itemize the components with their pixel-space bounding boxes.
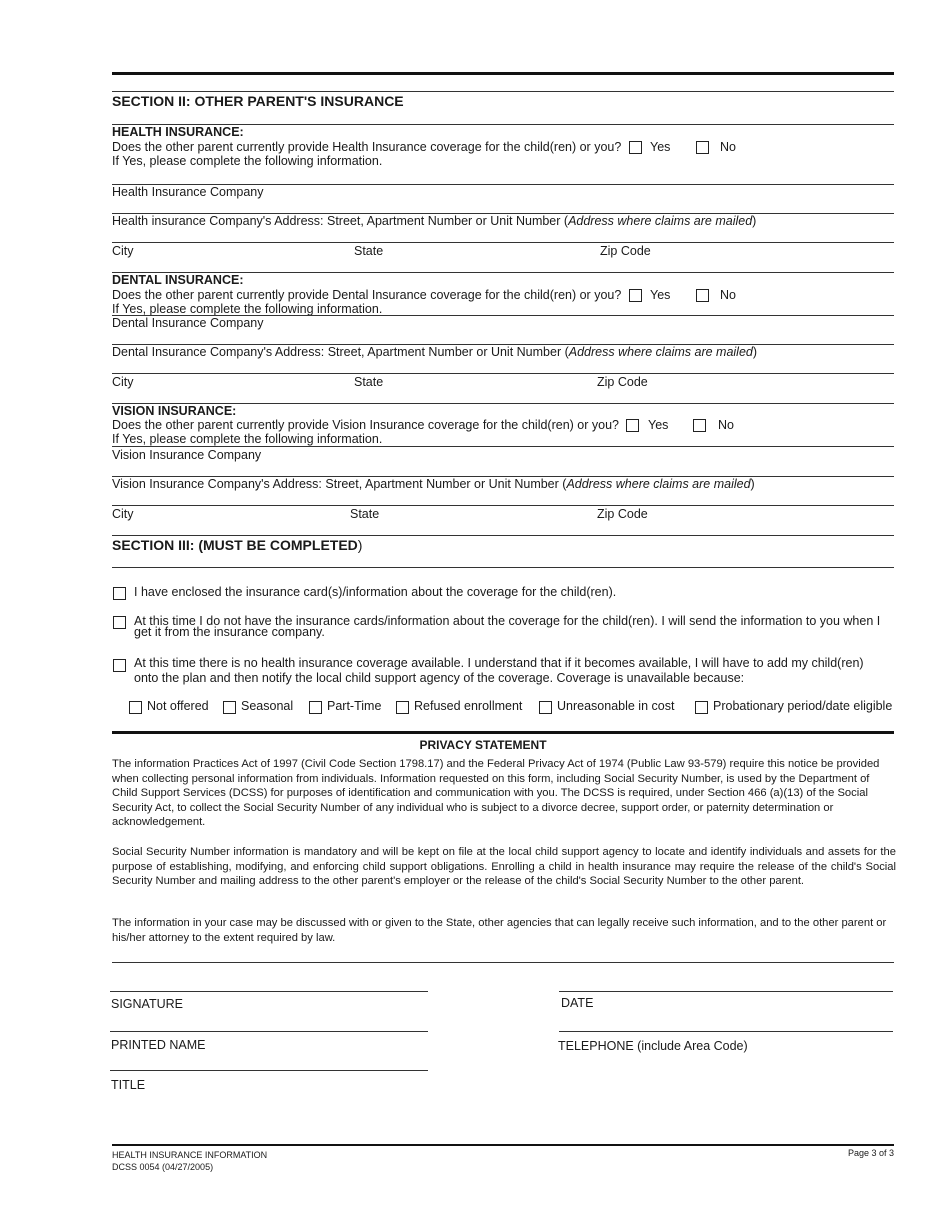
not-offered-checkbox[interactable] [129, 701, 142, 714]
probationary-label: Probationary period/date eligible [713, 699, 893, 713]
signature-field[interactable]: SIGNATURE [111, 997, 183, 1011]
no-coverage-line2: onto the plan and then notify the local child support agency of the coverage. Coverage is unavailable because: [134, 671, 745, 685]
vision-address-field[interactable]: Vision Insurance Company's Address: Street, Apartment Number or Unit Number (Address where claims are mailed) [112, 477, 755, 491]
title-line [110, 1070, 428, 1071]
section2-title: SECTION II: OTHER PARENT'S INSURANCE [112, 93, 404, 109]
health-no-checkbox[interactable] [696, 141, 709, 154]
enclosed-cards-label: I have enclosed the insurance card(s)/information about the coverage for the child(ren). [134, 585, 617, 599]
health-company-field[interactable]: Health Insurance Company [112, 185, 264, 199]
health-question: Does the other parent currently provide Health Insurance coverage for the child(ren) or you? [112, 140, 622, 154]
top-rule [112, 72, 894, 75]
vision-heading: VISION INSURANCE: [112, 404, 237, 418]
health-state-field[interactable]: State [354, 244, 384, 258]
vision-company-field[interactable]: Vision Insurance Company [112, 448, 262, 462]
title-field[interactable]: TITLE [111, 1078, 146, 1092]
vision-city-field[interactable]: City [112, 507, 134, 521]
dental-if-yes: If Yes, please complete the following information. [112, 302, 383, 316]
divider [112, 373, 894, 374]
divider [112, 91, 894, 92]
date-field[interactable]: DATE [561, 996, 594, 1010]
footer-form-name: HEALTH INSURANCE INFORMATION [112, 1150, 268, 1160]
privacy-paragraph-3: The information in your case may be discussed with or given to the State, other agencies that can legally receive such information, and to the other parent or his/her attorney to the extent required by law. [112, 917, 887, 944]
health-if-yes: If Yes, please complete the following information. [112, 154, 383, 168]
health-yes-checkbox[interactable] [629, 141, 642, 154]
health-city-field[interactable]: City [112, 244, 134, 258]
divider [112, 446, 894, 447]
privacy-paragraph-1: The information Practices Act of 1997 (Civil Code Section 1798.17) and the Federal Privacy Act of 1974 (Public Law 93-579) require this notice be provided when collecting personal information from individuals. Information requested on this form, including Social Security Number, is used by the Department of Child Support Services (DCSS) for purposes of identification and communication with you. The DCSS is required, under Section 466 (a)(13) of the Social Security Act, to collect the Social Security Number of any individual who is subject to a divorce decree, support order, or paternity determination or acknowledgement. [112, 758, 880, 829]
privacy-paragraph-2: Social Security Number information is mandatory and will be kept on file at the local child support agency to locate and identify individuals and assets for the purpose of establishing, modifying, and enforcing child support obligations. Enrolling a child in health insurance may require the release of the child's Social Security Number and mailing address to the other parent's employer or the release of the child's Social Security Number to the other parent. [112, 846, 896, 888]
divider [112, 535, 894, 536]
section3-title: SECTION III: (MUST BE COMPLETED) [112, 537, 363, 553]
dental-yes-checkbox[interactable] [629, 289, 642, 302]
footer-form-number: DCSS 0054 (04/27/2005) [112, 1162, 214, 1172]
dental-company-field[interactable]: Dental Insurance Company [112, 316, 264, 330]
seasonal-label: Seasonal [241, 699, 294, 713]
footer-page-number: Page 3 of 3 [847, 1148, 894, 1158]
will-send-line2: get it from the insurance company. [134, 625, 325, 639]
printed-name-line [110, 1031, 428, 1032]
health-yes-label: Yes [650, 140, 671, 154]
vision-yes-label: Yes [648, 418, 669, 432]
unreasonable-cost-label: Unreasonable in cost [557, 699, 675, 713]
signature-line [110, 991, 428, 992]
dental-zip-field[interactable]: Zip Code [597, 375, 648, 389]
footer-rule [112, 1144, 894, 1146]
vision-yes-checkbox[interactable] [626, 419, 639, 432]
enclosed-cards-checkbox[interactable] [113, 587, 126, 600]
will-send-checkbox[interactable] [113, 616, 126, 629]
unreasonable-cost-checkbox[interactable] [539, 701, 552, 714]
health-no-label: No [720, 140, 736, 154]
vision-no-checkbox[interactable] [693, 419, 706, 432]
telephone-line [559, 1031, 893, 1032]
privacy-title: PRIVACY STATEMENT [419, 738, 547, 752]
vision-state-field[interactable]: State [350, 507, 380, 521]
part-time-label: Part-Time [327, 699, 382, 713]
refused-enrollment-label: Refused enrollment [414, 699, 523, 713]
vision-if-yes: If Yes, please complete the following information. [112, 432, 383, 446]
dental-heading: DENTAL INSURANCE: [112, 273, 244, 287]
vision-no-label: No [718, 418, 734, 432]
seasonal-checkbox[interactable] [223, 701, 236, 714]
health-heading: HEALTH INSURANCE: [112, 125, 244, 139]
vision-zip-field[interactable]: Zip Code [597, 507, 648, 521]
no-coverage-line1: At this time there is no health insurance coverage available. I understand that if it becomes available, I will have to add my child(ren) [134, 656, 864, 670]
dental-question: Does the other parent currently provide Dental Insurance coverage for the child(ren) or you? [112, 288, 622, 302]
probationary-checkbox[interactable] [695, 701, 708, 714]
dental-address-field[interactable]: Dental Insurance Company's Address: Street, Apartment Number or Unit Number (Address where claims are mailed) [112, 345, 758, 359]
no-coverage-checkbox[interactable] [113, 659, 126, 672]
dental-state-field[interactable]: State [354, 375, 384, 389]
divider [112, 962, 894, 963]
telephone-field[interactable]: TELEPHONE (include Area Code) [558, 1039, 748, 1053]
health-zip-field[interactable]: Zip Code [600, 244, 651, 258]
divider [112, 505, 894, 506]
health-address-field[interactable]: Health insurance Company's Address: Street, Apartment Number or Unit Number (Address where claims are mailed) [112, 214, 757, 228]
date-line [559, 991, 893, 992]
part-time-checkbox[interactable] [309, 701, 322, 714]
dental-yes-label: Yes [650, 288, 671, 302]
will-send-line1: At this time I do not have the insurance cards/information about the coverage for the child(ren). I will send the information to you when I [134, 614, 881, 628]
refused-enrollment-checkbox[interactable] [396, 701, 409, 714]
privacy-rule [112, 731, 894, 734]
vision-question: Does the other parent currently provide Vision Insurance coverage for the child(ren) or you? [112, 418, 619, 432]
divider [112, 567, 894, 568]
dental-city-field[interactable]: City [112, 375, 134, 389]
dental-no-label: No [720, 288, 736, 302]
printed-name-field[interactable]: PRINTED NAME [111, 1038, 206, 1052]
not-offered-label: Not offered [147, 699, 209, 713]
divider [112, 242, 894, 243]
dental-no-checkbox[interactable] [696, 289, 709, 302]
